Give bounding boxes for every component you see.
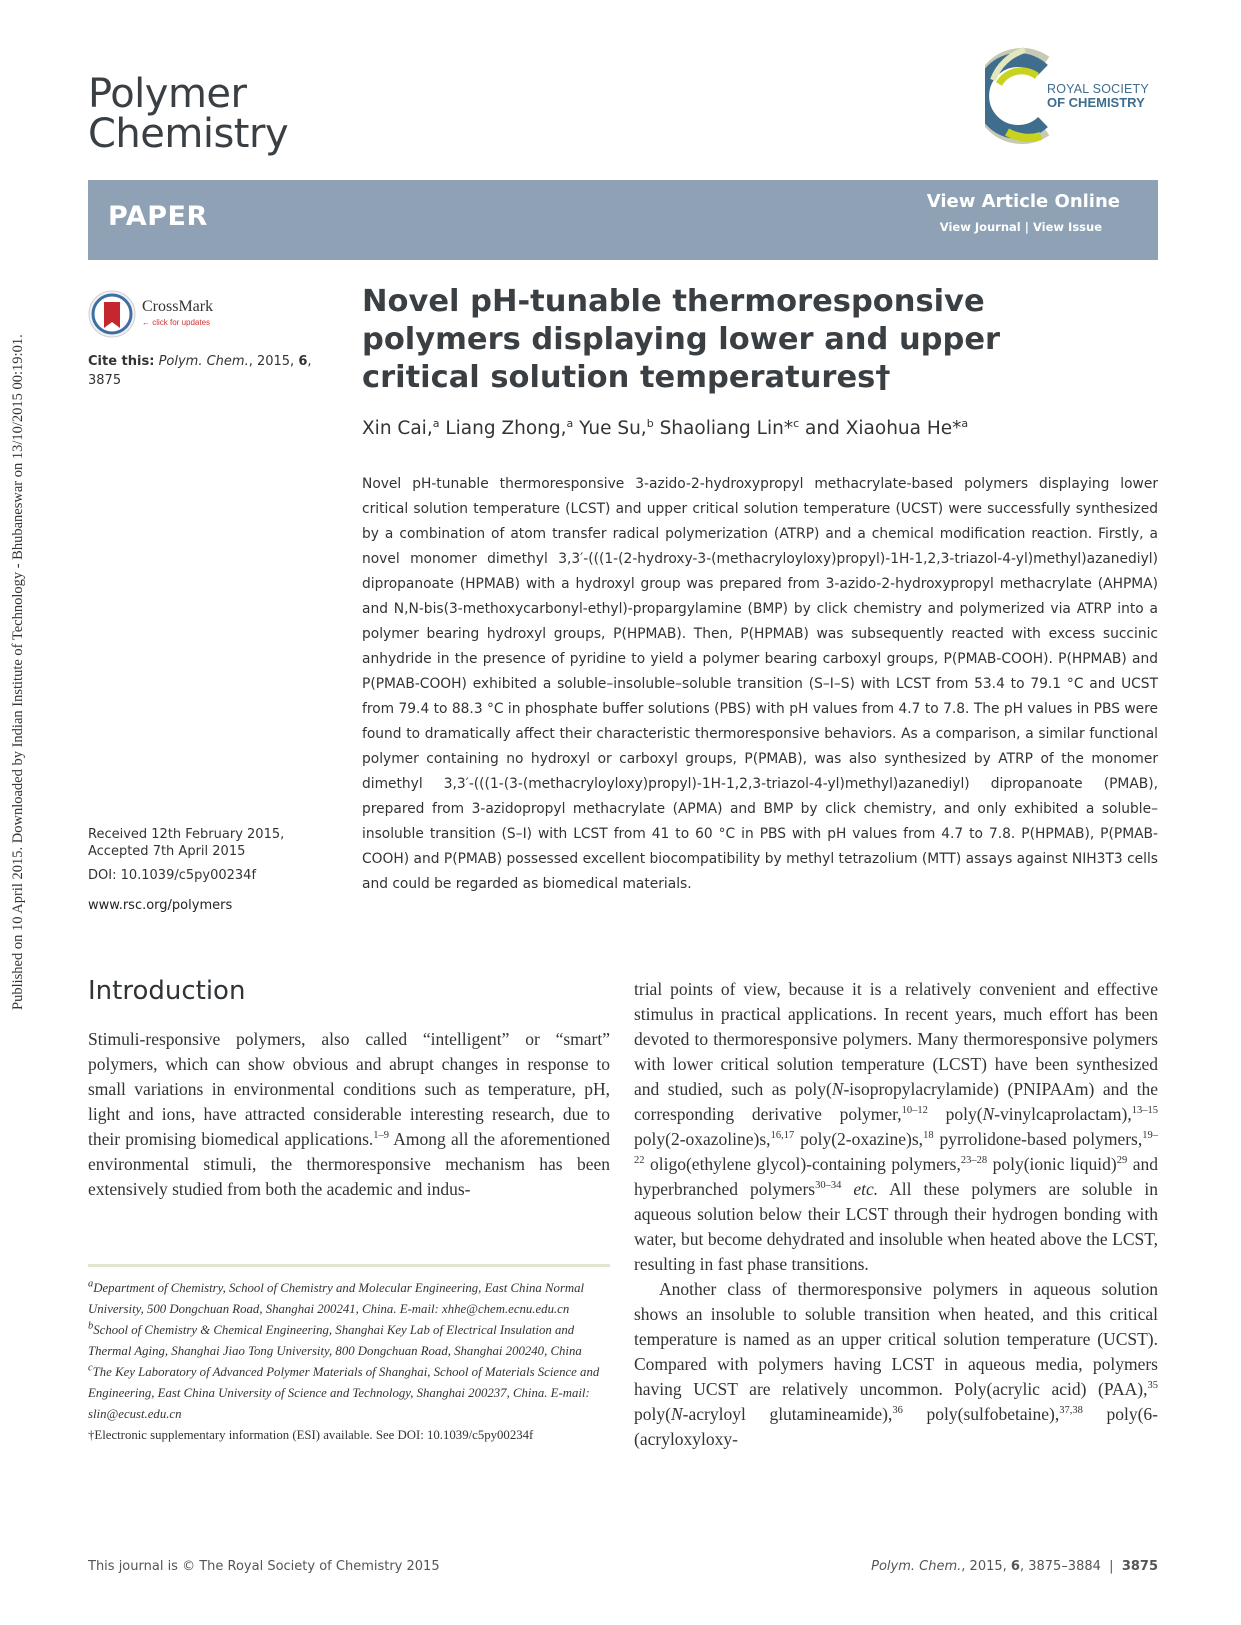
page-number: 3875 (1121, 1559, 1158, 1574)
view-links-separator: | (1020, 220, 1033, 234)
intro-paragraph-continued: trial points of view, because it is a relatively convenient and effective stimulus in practical applications. In recent years, much effort has been devoted to thermoresponsive polymers. Many thermoresponsive polymers with lower critical solution temperature (LCST) have been synthesized and studied, such as poly(N-isopropylacrylamide) (PNIPAAm) and the corresponding derivative polymer,$^{10-12}$ poly(N-vinylcaprolactam),$^{13-15}$ poly(2-oxazoline)s,$^{16,17}$ poly(2-oxazine)s,$^{18}$ pyrrolidone-based polymers,$^{19-22}$ oligo(ethylene glycol)-containing polymers,$^{23-28}$ poly(ionic liquid)$^{29}$ and hyperbranched polymers$^{30-34}$ etc. All these polymers are soluble in aqueous solution below their LCST through their hydrogen bonding with water, but become dehydrated and insoluble when heated above the LCST, resulting in fast phase transitions. (634, 979, 1159, 1274)
intro-column-2 (634, 977, 1158, 1452)
received-date: Received 12th February 2015, (88, 827, 285, 842)
rsc-logo-icon (985, 40, 1053, 152)
doi[interactable]: DOI: 10.1039/c5py00234f (88, 868, 257, 883)
article-type-banner (88, 180, 1158, 260)
author: Liang Zhong,$^a$ (439, 416, 574, 439)
affiliation-b: $^b$School of Chemistry & Chemical Engineering, Shanghai Key Lab of Electrical Insulation and Thermal Aging, Shanghai Jiao Tong University, 800 Dongchuan Road, Shanghai 200240, China (88, 1320, 582, 1358)
author: Xin Cai,$^a$ (362, 416, 440, 439)
footnote-divider (88, 1264, 610, 1267)
page-footer: Polym. Chem., 2015, 6, 3875–3884 | 3875 (871, 1559, 1158, 1574)
footnotes (88, 1278, 610, 1446)
reference-link[interactable]: 13–15 (1131, 1105, 1158, 1117)
author: and Xiaohua He*$^a$ (799, 416, 969, 439)
reference-link[interactable]: 30–34 (815, 1180, 842, 1192)
abstract: Novel pH-tunable thermoresponsive 3-azido-2-hydroxypropyl methacrylate-based polymers displaying lower critical solution temperature (LCST) and upper critical solution temperature (UCST) were successfully synthesized by a combination of atom transfer radical polymerization (ATRP) and a chemical modification reaction. Firstly, a novel monomer dimethyl 3,3′-(((1-(2-hydroxy-3-(methacryloyloxy)propyl)-1H-1,2,3-triazol-4-yl)methyl)azanediyl) dipropanoate (HPMAB) with a hydroxyl group was prepared from 3-azido-2-hydroxypropyl methacrylate (AHPMA) and N,N-bis(3-methoxycarbonyl-ethyl)-propargylamine (BMP) by click chemistry and polymerized via ATRP into a polymer bearing hydroxyl groups, P(HPMAB). Then, P(HPMAB) was subsequently reacted with excess succinic anhydride in the presence of pyridine to yield a polymer bearing carboxyl groups, P(PMAB-COOH). P(HPMAB) and P(PMAB-COOH) exhibited a soluble–insoluble–soluble transition (S–I–S) with LCST from 53.4 to 79.1 °C and UCST from 79.4 to 88.3 °C in phosphate buffer solutions (PBS) with pH values from 4.7 to 7.8. The pH values in PBS were found to dramatically affect their characteristic thermoresponsive behaviors. As a comparison, a similar functional polymer containing no hydroxyl or carboxyl groups, P(PMAB), was also synthesized by ATRP of the monomer dimethyl 3,3′-(((1-(3-(methacryloyloxy)propyl)-1H-1,2,3-triazol-4-yl)methyl)azanediyl) dipropanoate (PMAB), prepared from 3-azidopropyl methacrylate (APMA) and BMP by click chemistry, and only exhibited a soluble–insoluble transition (S–I) with LCST from 41 to 60 °C in PBS with pH values from 4.7 to 7.8. P(HPMAB), P(PMAB-COOH) and P(PMAB) possessed excellent biocompatibility by methyl tetrazolium (MTT) assays against NIH3T3 cells and could be regarded as biomedical materials. (362, 476, 1158, 892)
rsc-logo[interactable] (985, 40, 1160, 152)
citation: Cite this: Polym. Chem., 2015, 6, 3875 (88, 354, 312, 388)
reference-link[interactable]: 16,17 (770, 1130, 795, 1142)
reference-link[interactable]: 18 (923, 1130, 934, 1142)
crossmark-icon (88, 290, 136, 338)
reference-link[interactable]: 36 (892, 1405, 903, 1417)
crossmark-badge[interactable] (88, 290, 228, 338)
rsc-logo-line2: OF CHEMISTRY (1047, 95, 1145, 110)
journal-website-link[interactable]: www.rsc.org/polymers (88, 898, 233, 913)
reference-link[interactable]: 23–28 (960, 1155, 988, 1167)
reference-link[interactable]: 10–12 (901, 1105, 928, 1117)
author-list (362, 418, 1142, 439)
section-heading-introduction: Introduction (88, 976, 246, 1006)
reference-link[interactable]: 35 (1147, 1380, 1158, 1392)
affiliation-a: $^a$Department of Chemistry, School of Chemistry and Molecular Engineering, East China Normal University, 500 Dongchuan Road, Shanghai 200241, China. E-mail: xhhe@chem.ecnu.edu.cn (88, 1278, 585, 1316)
affiliation-c: $^c$The Key Laboratory of Advanced Polymer Materials of Shanghai, School of Materials Science and Engineering, East China University of Science and Technology, Shanghai 200237, China. E-mail: slin@ecust.edu.cn (88, 1362, 600, 1421)
intro-paragraph-1: Stimuli-responsive polymers, also called “intelligent” or “smart” polymers, which can show obvious and abrupt changes in response to small variations in environmental conditions such as temperature, pH, light and ions, have attracted considerable interesting research, due to their promising biomedical applications.$^{1-9}$ Among all the aforementioned environmental stimuli, the thermoresponsive mechanism has been extensively studied from both the academic and indus- (88, 1029, 611, 1199)
crossmark-name: CrossMark (142, 298, 214, 315)
reference-link[interactable]: 1–9 (373, 1130, 390, 1142)
rsc-logo-line1: ROYAL SOCIETY (1047, 82, 1149, 96)
crossmark-sub: ← click for updates (142, 318, 211, 327)
accepted-date: Accepted 7th April 2015 (88, 844, 246, 859)
view-article-online-link[interactable]: View Article Online (926, 191, 1120, 212)
article-type-label: PAPER (108, 201, 208, 232)
view-issue-link[interactable]: View Issue (1032, 220, 1102, 234)
view-links (940, 220, 1102, 234)
article-title: Novel pH-tunable thermoresponsive polymers displaying lower and upper critical solution temperatures† (362, 284, 1001, 395)
crossmark-arrow-icon: ← (142, 318, 153, 327)
author: Shaoliang Lin*$^c$ (653, 416, 800, 439)
reference-link[interactable]: 19–22 (634, 1130, 1158, 1167)
intro-paragraph-2: Another class of thermoresponsive polymers in aqueous solution shows an insoluble to soluble transition when heated, and this critical temperature is named as an upper critical solution temperature (UCST). Compared with polymers having LCST in aqueous media, polymers having UCST are relatively uncommon. Poly(acrylic acid) (PAA),$^{35}$ poly(N-acryloyl glutamineamide),$^{36}$ poly(sulfobetaine),$^{37,38}$ poly(6-(acryloxyloxy- (634, 1279, 1158, 1449)
author: Yue Su,$^b$ (573, 416, 654, 439)
view-journal-link[interactable]: View Journal (939, 220, 1021, 234)
journal-title-line2: Chemistry (88, 111, 289, 157)
download-stamp: Published on 10 April 2015. Downloaded by Indian Institute of Technology - Bhubaneswar on 13/10/2015 00:19:01. (10, 334, 26, 1010)
esi-note: †Electronic supplementary information (ESI) available. See DOI: 10.1039/c5py00234f (88, 1428, 534, 1442)
journal-title (88, 71, 289, 157)
reference-link[interactable]: 37,38 (1059, 1405, 1083, 1417)
copyright-footer: This journal is © The Royal Society of Chemistry 2015 (88, 1559, 440, 1574)
reference-link[interactable]: 29 (1116, 1155, 1128, 1167)
journal-title-line1: Polymer (88, 71, 247, 117)
article-dates (88, 826, 328, 860)
